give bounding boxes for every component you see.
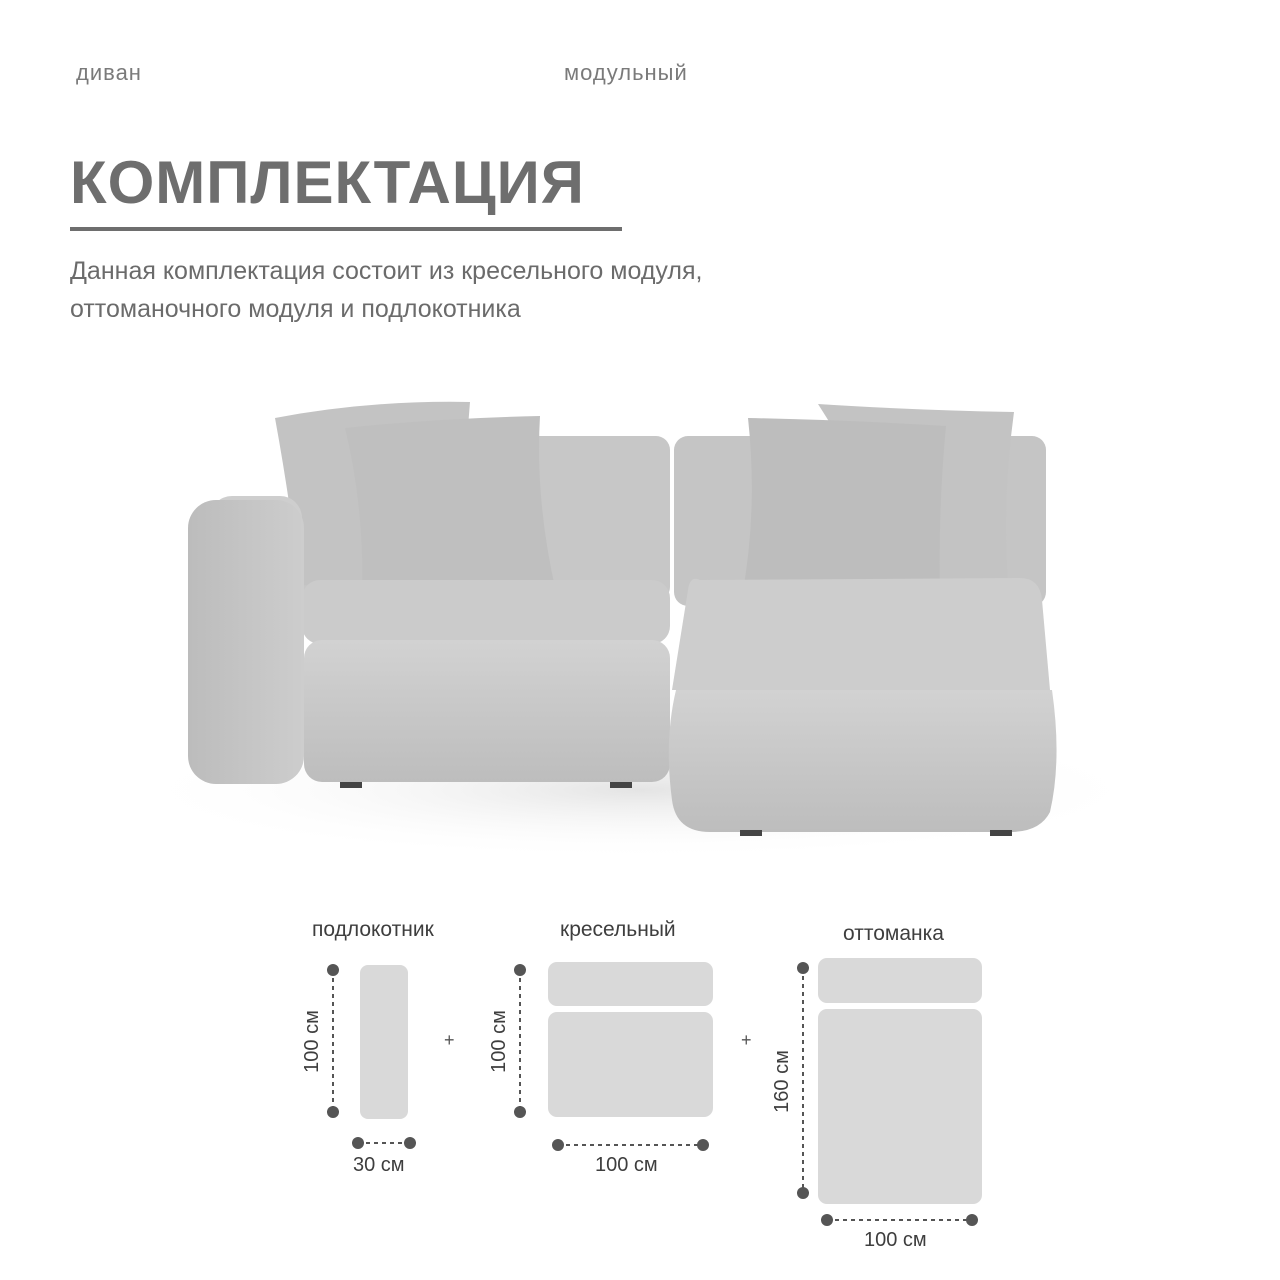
dot <box>514 1106 526 1118</box>
armrest-width-label: 30 см <box>353 1154 405 1176</box>
chair-label: кресельный <box>560 918 676 941</box>
ottoman-label: оттоманка <box>843 922 944 945</box>
description-line-1: Данная комплектация состоит из кресельного модуля, <box>70 257 703 285</box>
dot <box>404 1137 416 1149</box>
chair-seat-shape <box>548 1012 713 1117</box>
dot <box>966 1214 978 1226</box>
dot <box>327 1106 339 1118</box>
dot <box>327 964 339 976</box>
dot <box>552 1139 564 1151</box>
chair-back-shape <box>548 962 713 1006</box>
category-label: диван <box>76 60 142 85</box>
dot <box>514 964 526 976</box>
armrest-shape <box>360 965 408 1119</box>
plus-sign: + <box>741 1030 752 1050</box>
dot <box>352 1137 364 1149</box>
chair-width-label: 100 см <box>595 1154 658 1176</box>
ottoman-height-label: 160 см <box>770 1050 793 1113</box>
armrest-label: подлокотник <box>312 918 434 941</box>
page-title: КОМПЛЕКТАЦИЯ <box>70 149 585 216</box>
dot <box>797 962 809 974</box>
type-label: модульный <box>564 60 688 85</box>
chair-height-label: 100 см <box>487 1010 510 1073</box>
dot <box>797 1187 809 1199</box>
dot <box>697 1139 709 1151</box>
description-line-2: оттоманочного модуля и подлокотника <box>70 295 521 323</box>
ottoman-seat-shape <box>818 1009 982 1204</box>
armrest-height-label: 100 см <box>300 1010 323 1073</box>
ottoman-back-shape <box>818 958 982 1003</box>
dot <box>821 1214 833 1226</box>
ottoman-width-label: 100 см <box>864 1229 927 1251</box>
plus-sign: + <box>444 1030 455 1050</box>
